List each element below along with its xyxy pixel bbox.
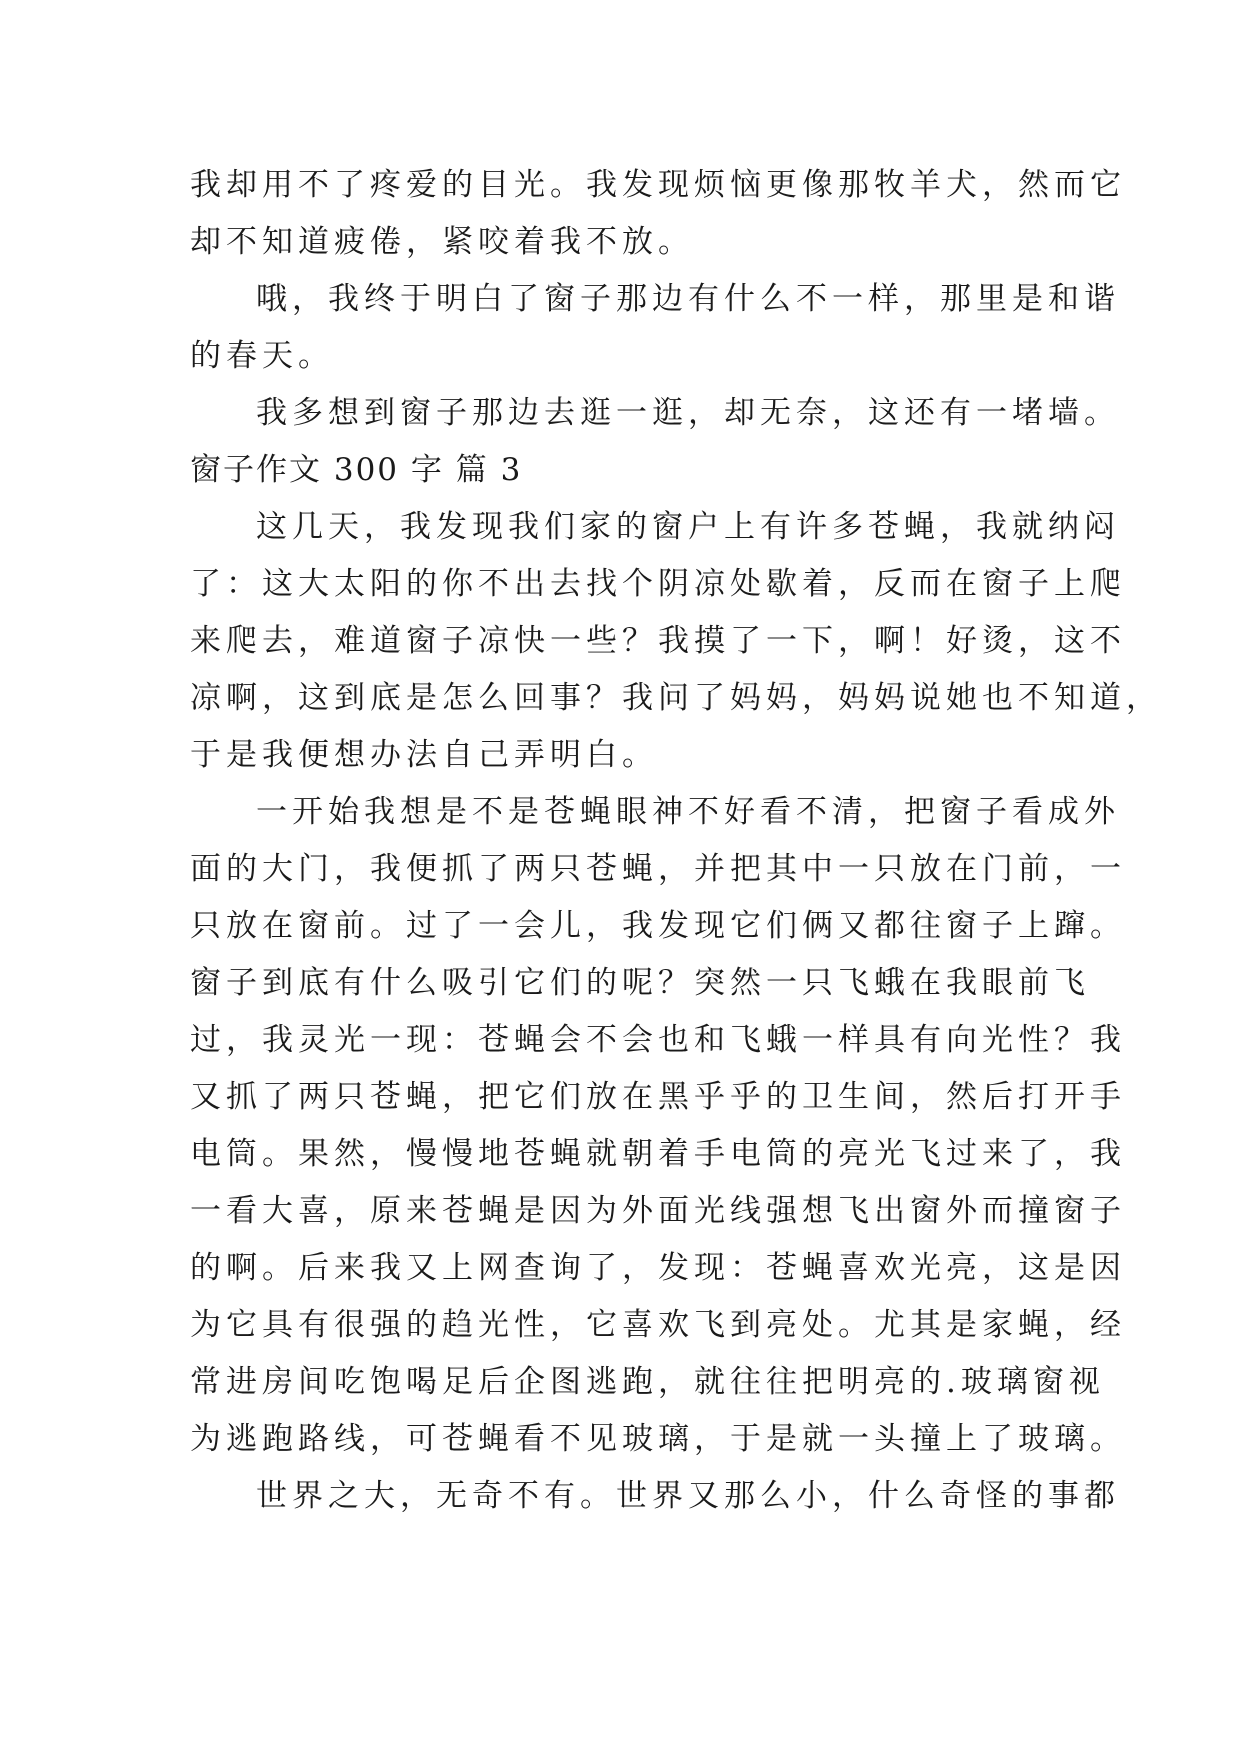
text-line: 面的大门，我便抓了两只苍蝇，并把其中一只放在门前，一 (190, 851, 1126, 887)
text-line: 于是我便想办法自己弄明白。 (190, 737, 658, 773)
text-line: 了：这大太阳的你不出去找个阴凉处歇着，反而在窗子上爬 (190, 566, 1126, 602)
text-line: 为它具有很强的趋光性，它喜欢飞到亮处。尤其是家蝇，经 (190, 1307, 1126, 1343)
paragraph-start-line: 哦，我终于明白了窗子那边有什么不一样，那里是和谐 (256, 281, 1120, 317)
text-line: 的啊。后来我又上网查询了，发现：苍蝇喜欢光亮，这是因 (190, 1250, 1126, 1286)
section-heading: 窗子作文 300 字 篇 3 (190, 452, 523, 488)
text-line: 窗子到底有什么吸引它们的呢？突然一只飞蛾在我眼前飞 (190, 965, 1090, 1001)
text-line: 却不知道疲倦，紧咬着我不放。 (190, 224, 694, 260)
text-line: 凉啊，这到底是怎么回事？我问了妈妈，妈妈说她也不知道， (190, 680, 1162, 716)
text-line: 常进房间吃饱喝足后企图逃跑，就往往把明亮的.玻璃窗视 (190, 1364, 1105, 1400)
text-line: 又抓了两只苍蝇，把它们放在黑乎乎的卫生间，然后打开手 (190, 1079, 1126, 1115)
text-line: 过，我灵光一现：苍蝇会不会也和飞蛾一样具有向光性？我 (190, 1022, 1126, 1058)
text-line: 为逃跑路线，可苍蝇看不见玻璃，于是就一头撞上了玻璃。 (190, 1421, 1126, 1457)
text-line: 的春天。 (190, 338, 334, 374)
text-line: 电筒。果然，慢慢地苍蝇就朝着手电筒的亮光飞过来了，我 (190, 1136, 1126, 1172)
text-line: 我却用不了疼爱的目光。我发现烦恼更像那牧羊犬，然而它 (190, 167, 1126, 203)
document-body (190, 157, 1162, 1525)
paragraph-start-line: 我多想到窗子那边去逛一逛，却无奈，这还有一堵墙。 (256, 395, 1120, 431)
text-line: 只放在窗前。过了一会儿，我发现它们俩又都往窗子上蹿。 (190, 908, 1126, 944)
paragraph-start-line: 这几天，我发现我们家的窗户上有许多苍蝇，我就纳闷 (256, 509, 1120, 545)
text-line: 来爬去，难道窗子凉快一些？我摸了一下，啊！好烫，这不 (190, 623, 1126, 659)
paragraph-start-line: 世界之大，无奇不有。世界又那么小，什么奇怪的事都 (256, 1478, 1120, 1514)
paragraph-start-line: 一开始我想是不是苍蝇眼神不好看不清，把窗子看成外 (256, 794, 1120, 830)
text-line: 一看大喜，原来苍蝇是因为外面光线强想飞出窗外而撞窗子 (190, 1193, 1126, 1229)
